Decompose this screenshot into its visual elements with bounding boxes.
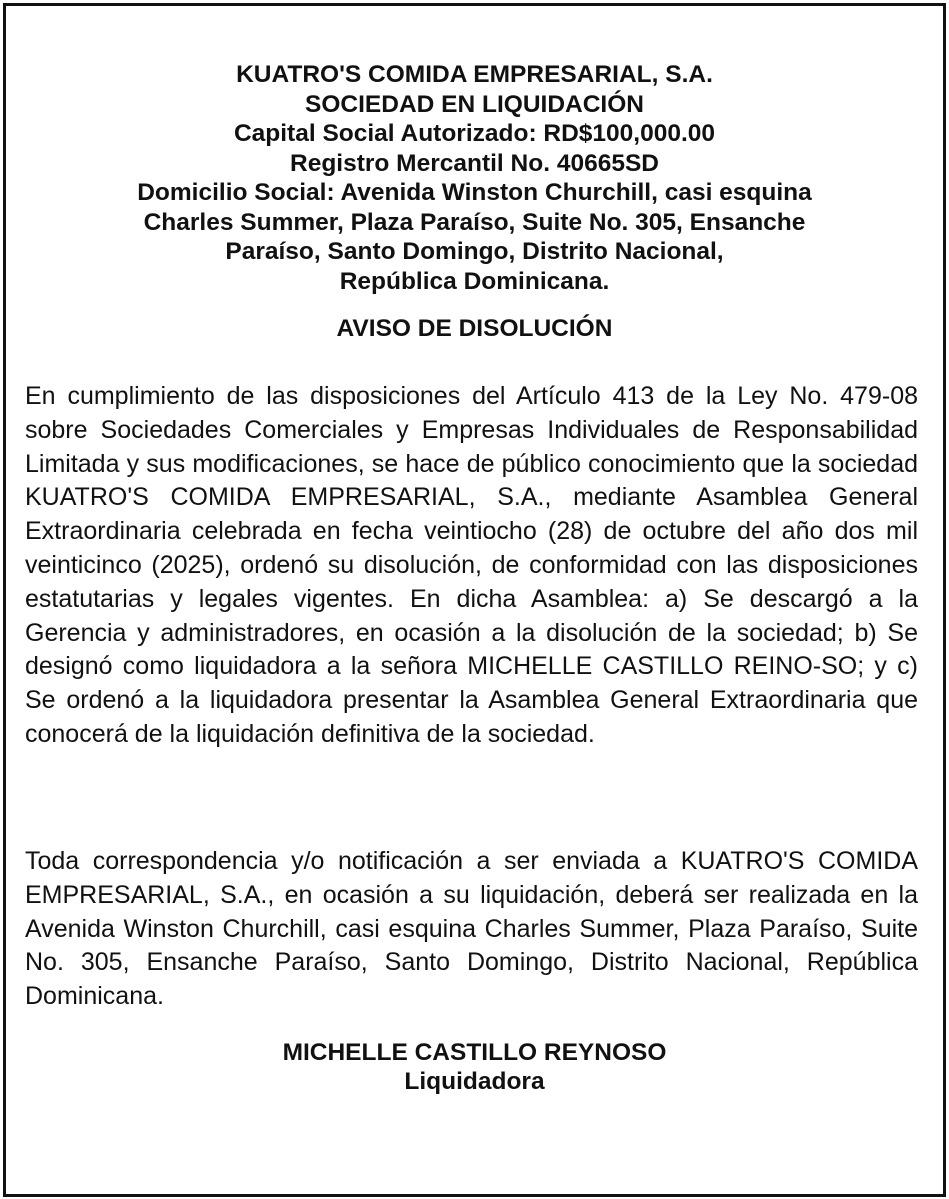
- address-line-4: República Dominicana.: [339, 267, 610, 295]
- liquidator-role: Liquidadora: [404, 1068, 545, 1095]
- notice-header: [0, 60, 949, 296]
- address-line-3: Paraíso, Santo Domingo, Distrito Nacional,: [225, 238, 724, 265]
- liquidator-name: MICHELLE CASTILLO REYNOSO: [282, 1039, 667, 1066]
- dissolution-paragraph: En cumplimiento de las disposiciones del Artículo 413 de la Ley No. 479-08 sobre Sociedades Comerciales y Empresas Individuales de Responsabilidad Limitada y sus modificaciones, se hace de público conocimiento que la sociedad KUATRO'S COMIDA EMPRESARIAL, S.A., mediante Asamblea General Extraordinaria celebrada en fecha veintiocho (28) de octubre del año dos mil veinticinco (2025), ordenó su disolución, de conformidad con las disposiciones estatutarias y legales vigentes. En dicha Asamblea: a) Se descargó a la Gerencia y administradores, en ocasión a la disolución de la sociedad; b) Se designó como liquidadora a la señora MICHELLE CASTILLO REINO-SO; y c) Se ordenó a la liquidadora presentar la Asamblea General Extraordinaria que conocerá de la liquidación definitiva de la sociedad.: [25, 382, 918, 748]
- mercantile-registry: Registro Mercantil No. 40665SD: [290, 149, 659, 177]
- company-status: SOCIEDAD EN LIQUIDACIÓN: [305, 90, 644, 118]
- company-name: KUATRO'S COMIDA EMPRESARIAL, S.A.: [236, 61, 713, 88]
- correspondence-paragraph: Toda correspondencia y/o notificación a ser enviada a KUATRO'S COMIDA EMPRESARIAL, S.A., en ocasión a su liquidación, deberá ser realizada en la Avenida Winston Churchill, casi esquina Charles Summer, Plaza Paraíso, Suite No. 305, Ensanche Paraíso, Santo Domingo, Distrito Nacional, República Dominicana.: [25, 847, 918, 1011]
- signature-block: [0, 1038, 949, 1096]
- authorized-capital: Capital Social Autorizado: RD$100,000.00: [233, 120, 716, 147]
- address-line-2: Charles Summer, Plaza Paraíso, Suite No. 305, Ensanche: [143, 208, 806, 236]
- address-line-1: Domicilio Social: Avenida Winston Churchill, casi esquina: [137, 179, 812, 206]
- notice-title: AVISO DE DISOLUCIÓN: [336, 315, 613, 342]
